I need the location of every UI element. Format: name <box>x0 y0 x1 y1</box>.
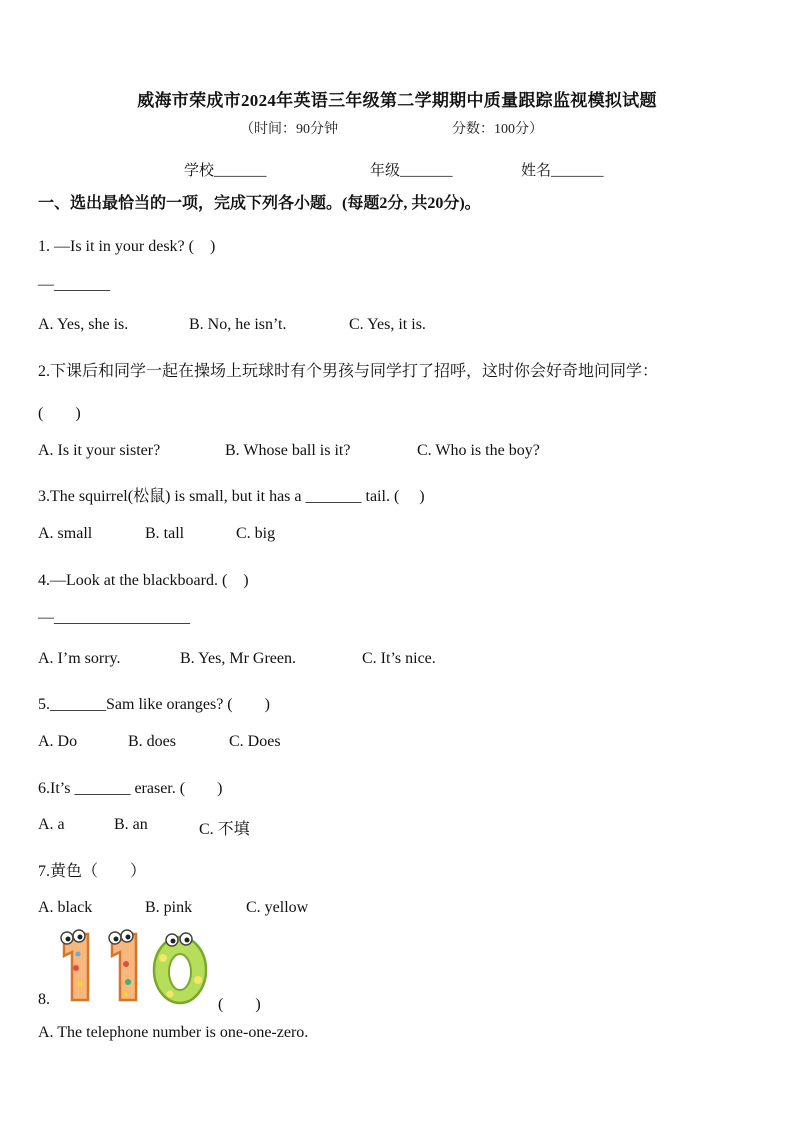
q3-option-b[interactable]: B. tall <box>145 525 185 542</box>
school-field[interactable]: 学校_______ <box>184 163 267 179</box>
grade-field[interactable]: 年级_______ <box>370 163 453 179</box>
exam-score: 分数：100分） <box>452 122 543 137</box>
question-8-stem: 8. <box>38 991 50 1008</box>
q2-option-b[interactable]: B. Whose ball is it? <box>225 442 351 459</box>
q6-option-c[interactable]: C. 不填 <box>199 821 250 838</box>
digit-zero-icon <box>154 933 206 1003</box>
q7-option-c[interactable]: C. yellow <box>246 899 309 916</box>
question-5-stem: 5._______Sam like oranges? ( ) <box>38 696 270 713</box>
digit-one-left-icon <box>61 930 88 1000</box>
q1-option-a[interactable]: A. Yes, she is. <box>38 316 129 333</box>
exam-time: （时间：90分钟 <box>240 122 338 137</box>
q1-option-b[interactable]: B. No, he isn’t. <box>189 316 287 333</box>
page-title: 威海市荣成市2024年英语三年级第二学期期中质量跟踪监视模拟试题 <box>137 91 657 110</box>
question-7-stem: 7.黄色（ ） <box>38 863 147 880</box>
section-heading: 一、选出最恰当的一项，完成下列各小题。(每题2分, 共20分)。 <box>38 195 481 212</box>
q3-option-a[interactable]: A. small <box>38 525 93 542</box>
q5-option-c[interactable]: C. Does <box>229 733 281 750</box>
q6-option-b[interactable]: B. an <box>114 816 148 833</box>
q2-option-a[interactable]: A. Is it your sister? <box>38 442 161 459</box>
q4-option-c[interactable]: C. It’s nice. <box>362 650 436 667</box>
number-110-illustration <box>50 928 212 1008</box>
q7-option-a[interactable]: A. black <box>38 899 93 916</box>
q2-option-c[interactable]: C. Who is the boy? <box>417 442 540 459</box>
q3-option-c[interactable]: C. big <box>236 525 276 542</box>
question-2-stem: 2.下课后和同学一起在操场上玩球时有个男孩与同学打了招呼，这时你会好奇地问同学： <box>38 363 659 380</box>
q5-option-b[interactable]: B. does <box>128 733 176 750</box>
question-8-paren[interactable]: ( ) <box>218 996 261 1013</box>
question-6-stem: 6.It’s _______ eraser. ( ) <box>38 780 223 797</box>
q4-option-b[interactable]: B. Yes, Mr Green. <box>180 650 296 667</box>
name-field[interactable]: 姓名_______ <box>521 163 604 179</box>
q5-option-a[interactable]: A. Do <box>38 733 78 750</box>
q7-option-b[interactable]: B. pink <box>145 899 193 916</box>
q4-option-a[interactable]: A. I’m sorry. <box>38 650 121 667</box>
question-3-stem: 3.The squirrel(松鼠) is small, but it has a _______ tail. ( ) <box>38 488 425 505</box>
q8-option-a[interactable]: A. The telephone number is one-one-zero. <box>38 1024 309 1041</box>
question-4-stem: 4.—Look at the blackboard. ( ) <box>38 572 249 589</box>
question-2-paren[interactable]: ( ) <box>38 405 81 422</box>
question-4-answer-line[interactable]: —_________________ <box>38 609 190 626</box>
digit-one-right-icon <box>109 930 136 1000</box>
question-1-answer-line[interactable]: —_______ <box>38 276 110 293</box>
q1-option-c[interactable]: C. Yes, it is. <box>349 316 426 333</box>
question-1-stem: 1. —Is it in your desk? ( ) <box>38 238 216 255</box>
q6-option-a[interactable]: A. a <box>38 816 65 833</box>
